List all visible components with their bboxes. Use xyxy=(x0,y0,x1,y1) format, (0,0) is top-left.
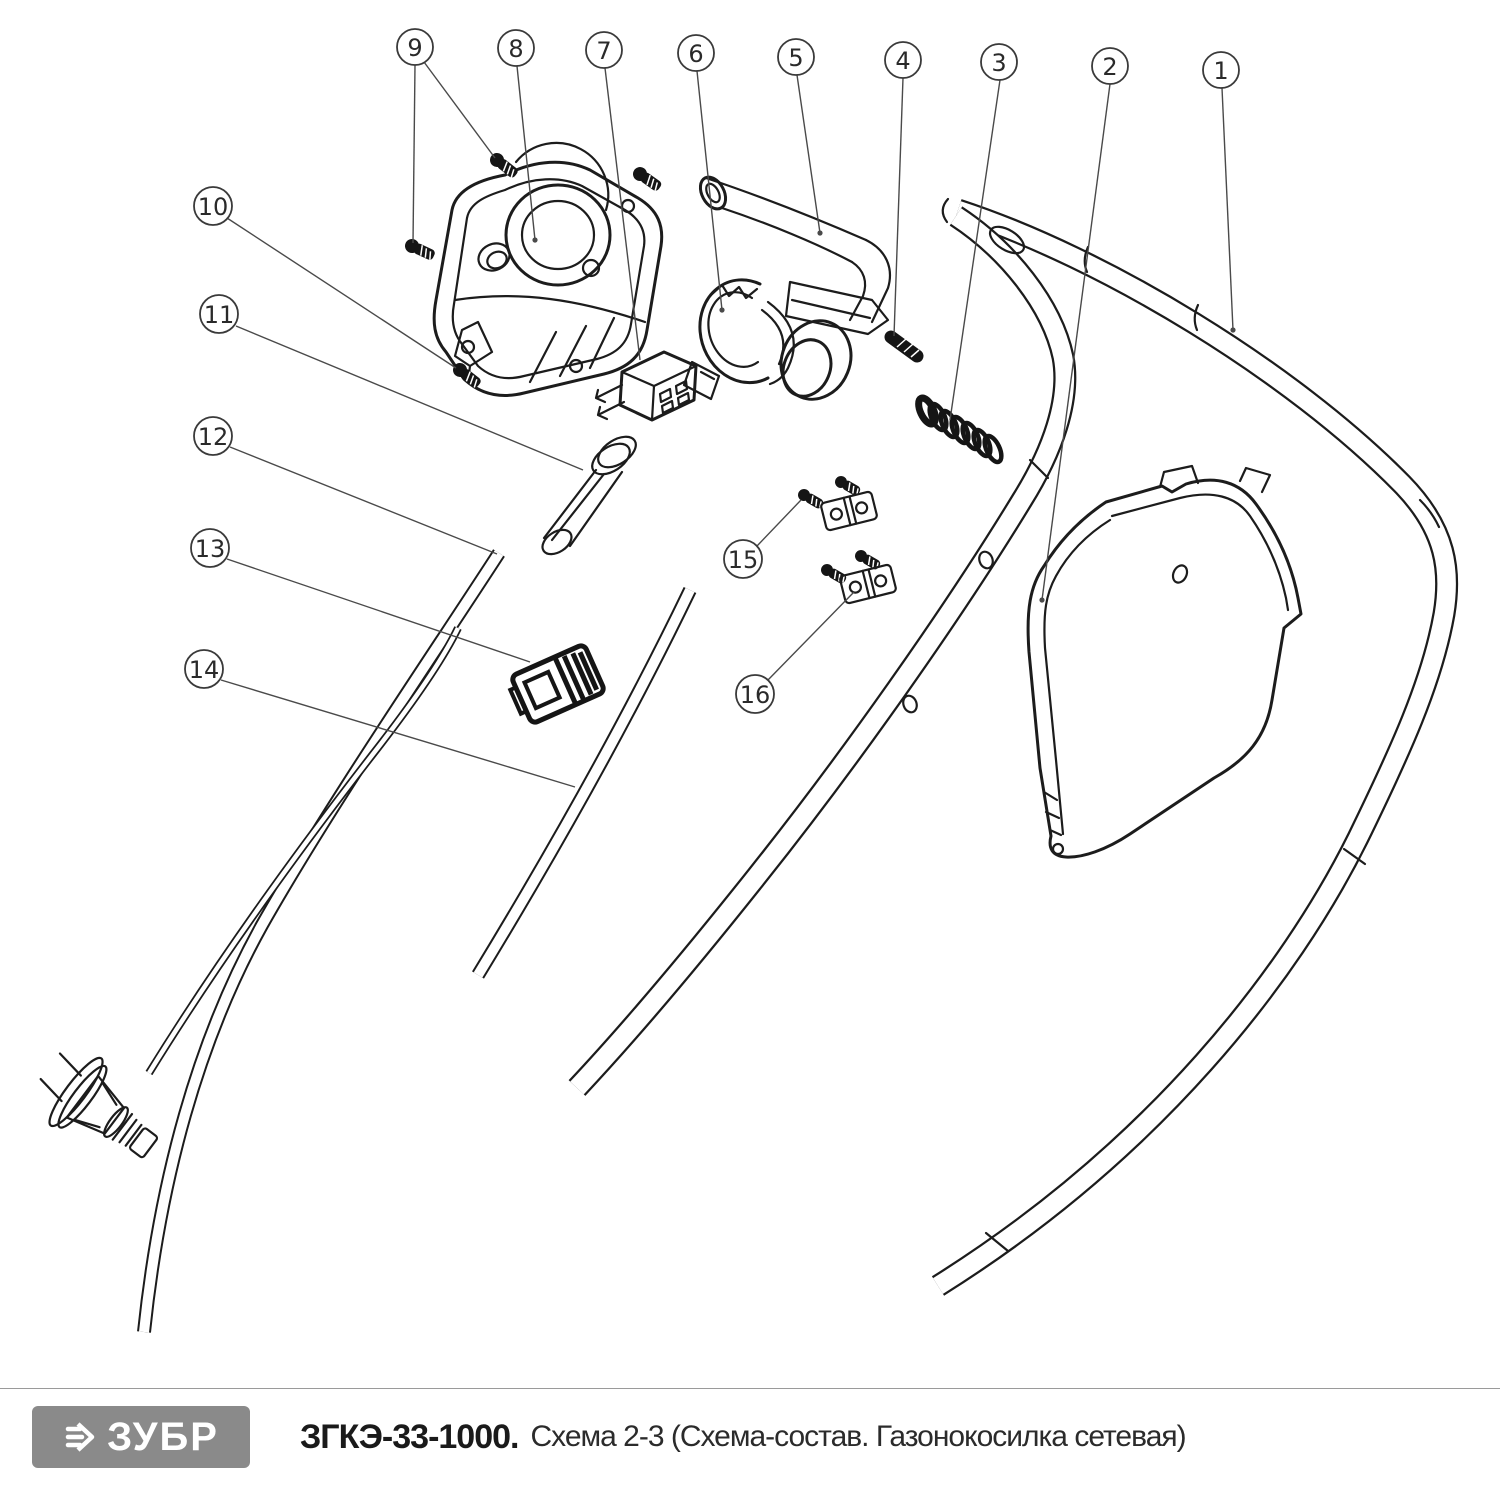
leader-8 xyxy=(517,66,535,240)
callout-number-11: 11 xyxy=(203,301,235,329)
brand-logo xyxy=(32,1406,250,1468)
part-cable-clamp-ring xyxy=(684,280,794,399)
scheme-subtitle: Схема 2-3 (Схема-состав. Газонокосилка сетевая) xyxy=(530,1420,1186,1453)
model-number: ЗГКЭ-33-1000. xyxy=(300,1417,519,1456)
callout-number-4: 4 xyxy=(895,47,911,75)
footer-divider xyxy=(0,1388,1500,1389)
cable-clip-kit-16 xyxy=(819,548,897,604)
callout-11 xyxy=(200,295,238,333)
leader-5 xyxy=(797,75,820,233)
callout-14 xyxy=(185,650,223,688)
part-spring xyxy=(915,396,1005,465)
part-locking-bolt xyxy=(891,337,919,357)
part-sleeve xyxy=(538,430,641,559)
callout-12 xyxy=(194,417,232,455)
footer-title xyxy=(300,1406,1186,1468)
leader-1 xyxy=(1222,88,1233,330)
leader-9b xyxy=(413,65,415,243)
leader-15 xyxy=(757,500,801,546)
zubr-arrow-icon xyxy=(63,1419,99,1455)
callout-number-16: 16 xyxy=(739,681,771,709)
callout-4 xyxy=(885,42,921,78)
leader-10 xyxy=(227,218,456,368)
callout-number-7: 7 xyxy=(596,37,612,65)
leader-7 xyxy=(605,68,640,360)
callout-8 xyxy=(498,30,534,66)
callout-3 xyxy=(981,44,1017,80)
callout-number-5: 5 xyxy=(788,44,804,72)
leader-9a xyxy=(424,62,495,158)
callout-number-12: 12 xyxy=(197,423,229,451)
part-switch xyxy=(596,352,696,420)
callout-16 xyxy=(736,675,774,713)
part-upper-handle-bar xyxy=(577,199,1447,1286)
callout-number-6: 6 xyxy=(688,40,704,68)
part-cord-connector xyxy=(505,644,605,726)
leader-12 xyxy=(230,447,497,554)
power-plug xyxy=(22,1037,176,1182)
callout-number-13: 13 xyxy=(194,535,226,563)
callout-5 xyxy=(778,39,814,75)
callout-1 xyxy=(1203,52,1239,88)
callout-number-1: 1 xyxy=(1213,57,1229,85)
part-switch-box-housing xyxy=(434,143,662,396)
callout-7 xyxy=(586,32,622,68)
leader-16 xyxy=(767,592,854,681)
screw-9c xyxy=(630,164,663,193)
callout-number-3: 3 xyxy=(991,49,1007,77)
brand-name: ЗУБР xyxy=(107,1414,219,1459)
leader-4 xyxy=(894,78,903,336)
leader-11 xyxy=(236,326,583,470)
cable-clip-kit-15 xyxy=(796,474,878,531)
callout-number-15: 15 xyxy=(727,546,759,574)
callout-number-2: 2 xyxy=(1102,53,1118,81)
callout-number-9: 9 xyxy=(407,34,423,62)
screw-9b xyxy=(403,237,437,263)
callout-number-14: 14 xyxy=(188,656,220,684)
callout-6 xyxy=(678,35,714,71)
callout-number-8: 8 xyxy=(508,35,524,63)
callout-13 xyxy=(191,529,229,567)
callout-15 xyxy=(724,540,762,578)
callout-10 xyxy=(194,187,232,225)
callout-number-10: 10 xyxy=(197,193,229,221)
callout-2 xyxy=(1092,48,1128,84)
leader-lines xyxy=(221,62,1236,787)
callout-9 xyxy=(397,29,433,65)
part-switch-box-cover xyxy=(1028,466,1301,857)
